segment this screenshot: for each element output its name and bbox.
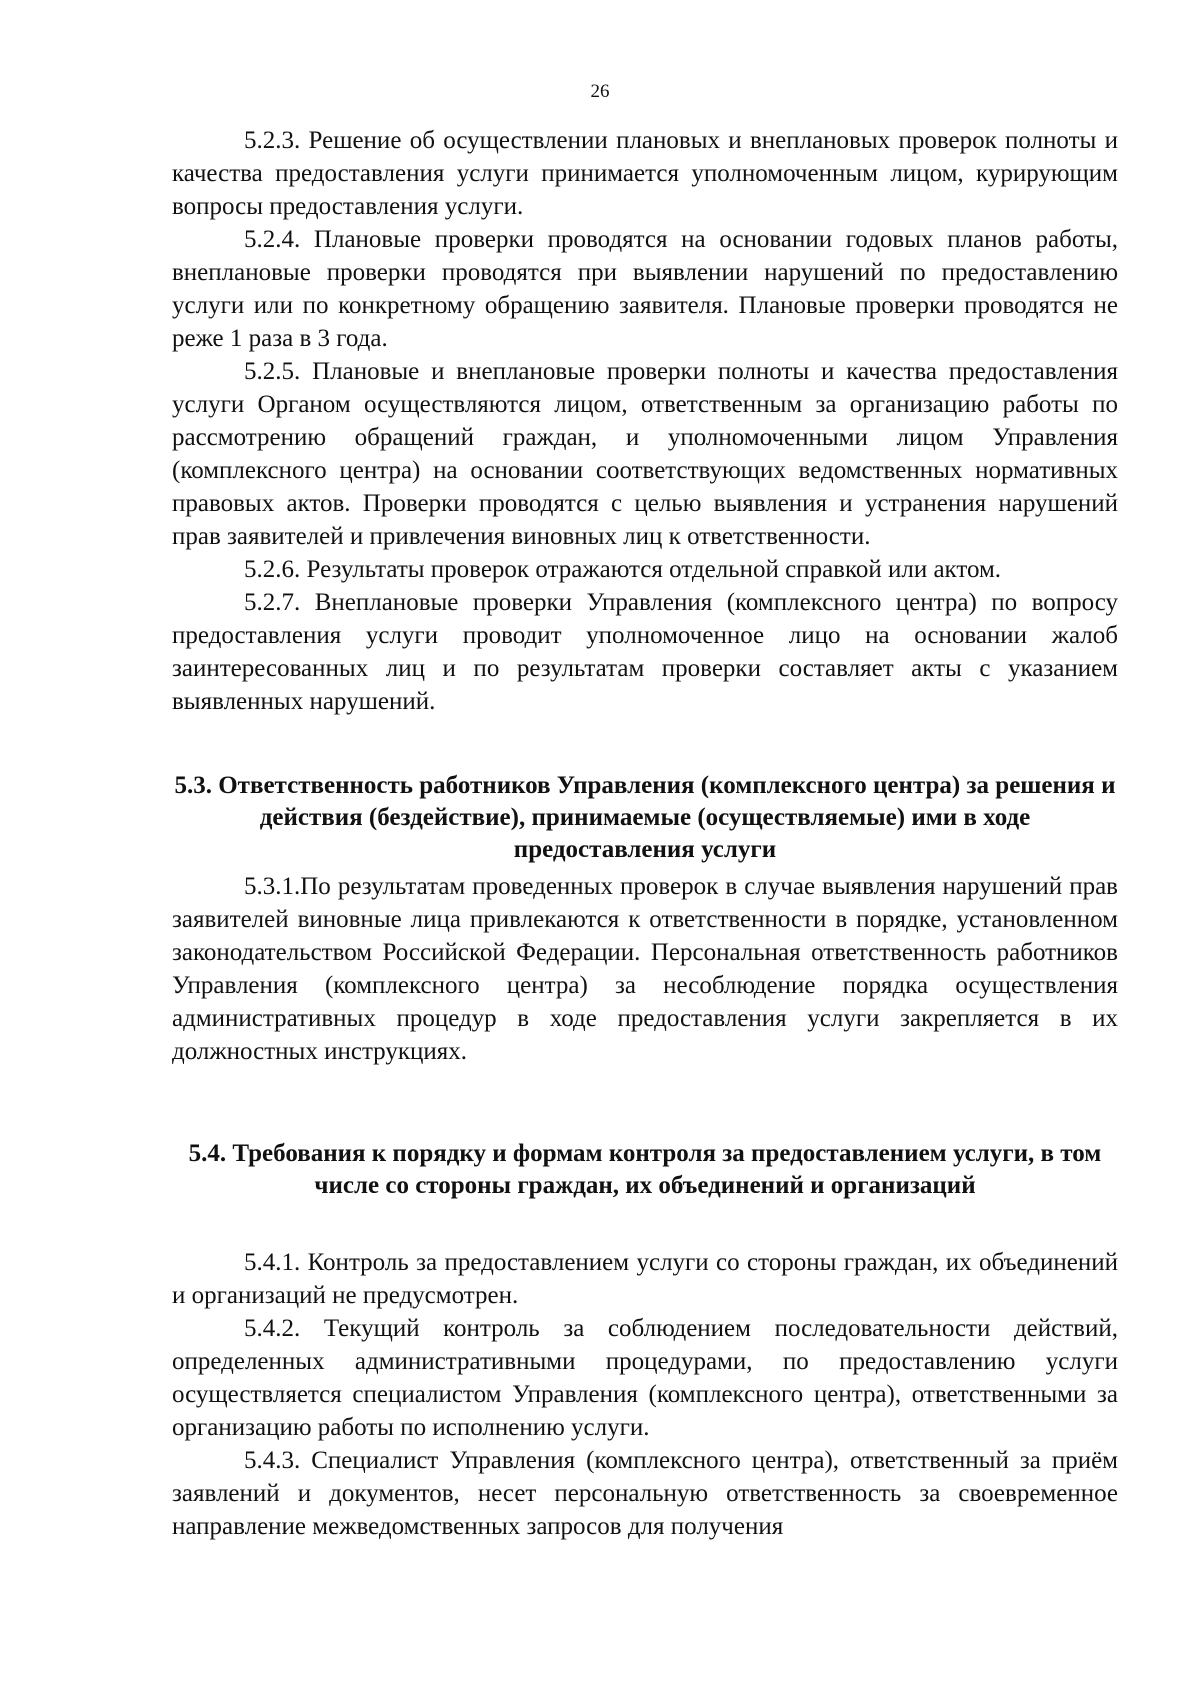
paragraph-5-3-1: 5.3.1.По результатам проведенных проверок в случае выявления нарушений прав заявителей виновные лица привлекаются к ответственности в порядке, установленном законодательством Российской Федерации. Персональная ответственность работников Управления (комплексного центра) за несоблюдение порядка осуществления административных процедур в ходе предоставления услуги закрепляется в их должностных инструкциях.	[172, 873, 1118, 1065]
paragraph-5-2-4: 5.2.4. Плановые проверки проводятся на основании годовых планов работы, внеплановые проверки проводятся при выявлении нарушений по предоставлению услуги или по конкретному обращению заявителя. Плановые проверки проводятся не реже 1 раза в 3 года.	[172, 226, 1118, 352]
section-5-4-heading: 5.4. Требования к порядку и формам контроля за предоставлением услуги, в том числе со стороны граждан, их объединений и организаций	[188, 1140, 1102, 1199]
paragraph-5-4-1: 5.4.1. Контроль за предоставлением услуги со стороны граждан, их объединений и организаций не предусмотрен.	[172, 1249, 1118, 1309]
paragraph-5-2-5: 5.2.5. Плановые и внеплановые проверки полноты и качества предоставления услуги Органом осуществляются лицом, ответственным за организацию работы по рассмотрению обращений граждан, и уполномоченными лицом Управления (комплексного центра) на основании соответствующих ведомственных нормативных правовых актов. Проверки проводятся с целью выявления и устранения нарушений прав заявителей и привлечения виновных лиц к ответственности.	[172, 358, 1118, 550]
document-body	[172, 124, 1118, 1543]
paragraph-5-2-7: 5.2.7. Внеплановые проверки Управления (комплексного центра) по вопросу предоставления услуги проводит уполномоченное лицо на основании жалоб заинтересованных лиц и по результатам проверки составляет акты с указанием выявленных нарушений.	[172, 589, 1118, 715]
paragraph-5-2-3: 5.2.3. Решение об осуществлении плановых и внеплановых проверок полноты и качества предоставления услуги принимается уполномоченным лицом, курирующим вопросы предоставления услуги.	[172, 127, 1118, 220]
page-number: 26	[590, 81, 610, 102]
section-5-3-heading: 5.3. Ответственность работников Управления (комплексного центра) за решения и действия (бездействие), принимаемые (осуществляемые) ими в ходе предоставления услуги	[174, 772, 1116, 863]
paragraph-5-2-6: 5.2.6. Результаты проверок отражаются отдельной справкой или актом.	[244, 556, 1002, 583]
paragraph-5-4-3: 5.4.3. Специалист Управления (комплексного центра), ответственный за приём заявлений и документов, несет персональную ответственность за своевременное направление межведомственных запросов для получения	[172, 1447, 1118, 1540]
paragraph-5-4-2: 5.4.2. Текущий контроль за соблюдением последовательности действий, определенных административными процедурами, по предоставлению услуги осуществляется специалистом Управления (комплексного центра), ответственными за организацию работы по исполнению услуги.	[172, 1315, 1118, 1441]
